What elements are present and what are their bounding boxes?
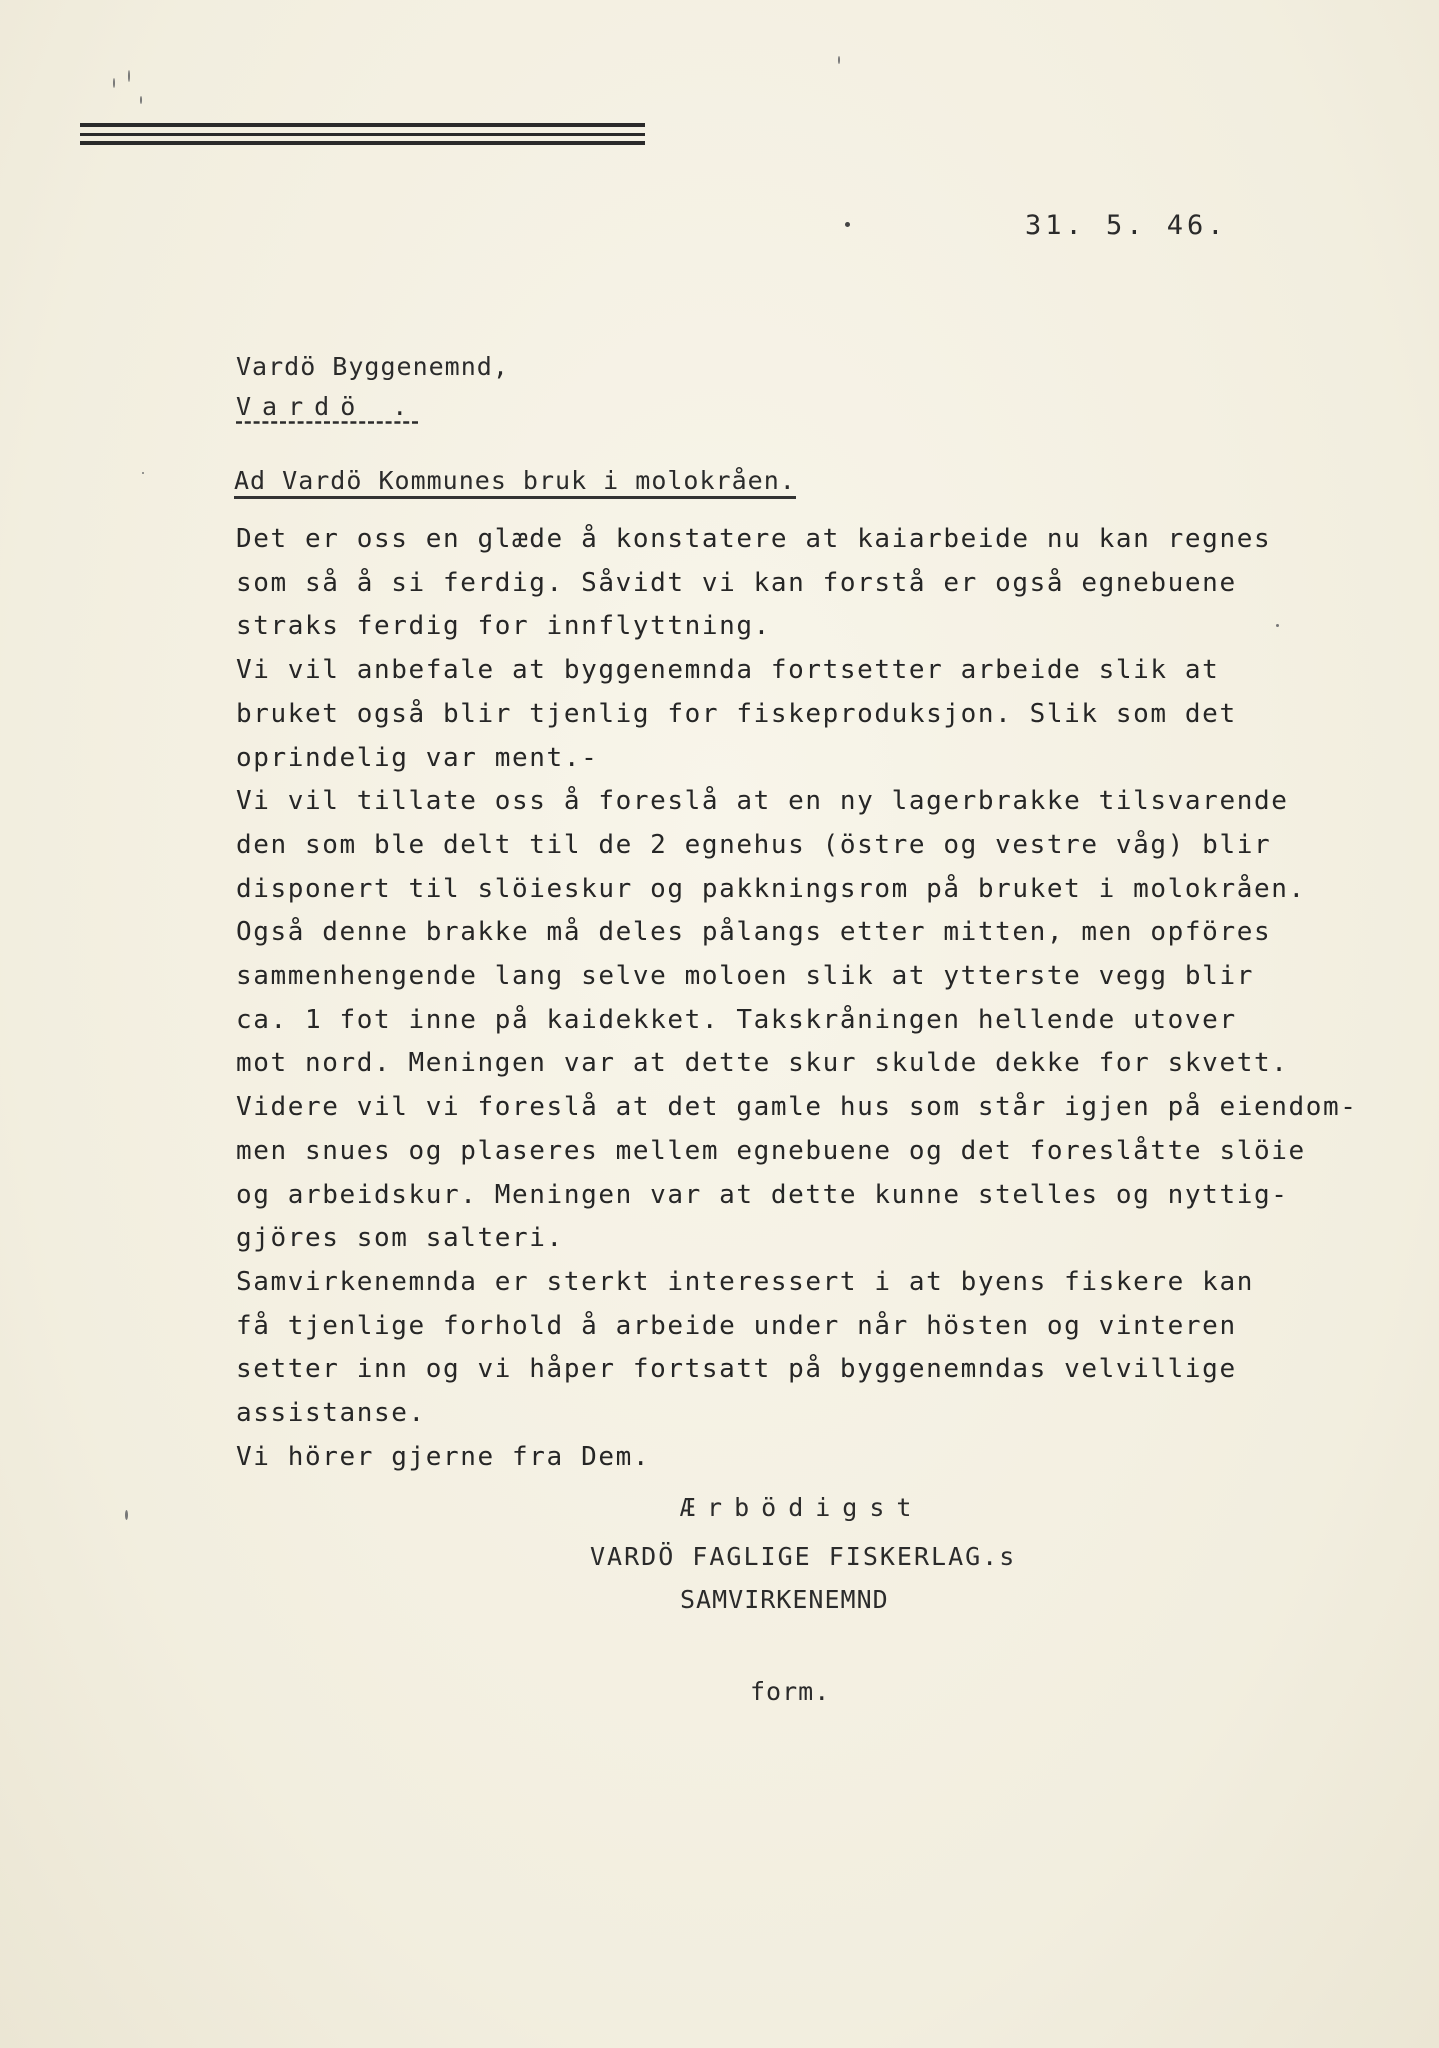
body-line: Vi vil tillate oss å foreslå at en ny lagerbrakke tilsvarende bbox=[236, 786, 1289, 817]
body-line: Det er oss en glæde å konstatere at kaiarbeide nu kan regnes bbox=[236, 524, 1272, 554]
recipient-place: Vardö . bbox=[236, 392, 419, 421]
body-line: ca. 1 fot inne på kaidekket. Takskråningen hellende utover bbox=[236, 1004, 1237, 1035]
body-line: assistanse. bbox=[236, 1398, 426, 1429]
closing-salutation: Ærbödigst bbox=[680, 1493, 924, 1522]
signature-organization: VARDÖ FAGLIGE FISKERLAG.s bbox=[590, 1542, 1017, 1571]
body-line: få tjenlige forhold å arbeide under når hösten og vinteren bbox=[236, 1310, 1237, 1341]
letter-body bbox=[236, 518, 1356, 1479]
ink-dot bbox=[845, 222, 850, 227]
body-line: bruket også blir tjenlig for fiskeproduksjon. Slik som det bbox=[236, 698, 1237, 729]
body-line: Vi hörer gjerne fra Dem. bbox=[236, 1441, 651, 1472]
body-line: den som ble delt til de 2 egnehus (östre og vestre våg) blir bbox=[236, 829, 1272, 860]
body-line: gjöres som salteri. bbox=[236, 1223, 564, 1254]
recipient-name: Vardö Byggenemnd, bbox=[236, 352, 509, 381]
body-line: Samvirkenemnda er sterkt interessert i at byens fiskere kan bbox=[236, 1266, 1254, 1297]
body-line: straks ferdig for innflyttning. bbox=[236, 611, 771, 642]
body-line: Vi vil anbefale at byggenemnda fortsetter arbeide slik at bbox=[236, 655, 1220, 686]
body-line: og arbeidskur. Meningen var at dette kunne stelles og nyttig- bbox=[236, 1179, 1289, 1210]
body-line: Videre vil vi foreslå at det gamle hus som står igjen på eiendom- bbox=[236, 1092, 1358, 1123]
body-line: som så å si ferdig. Såvidt vi kan forstå er også egnebuene bbox=[236, 567, 1237, 598]
header-rule bbox=[80, 141, 645, 145]
body-line: Også denne brakke må deles pålangs etter mitten, men opföres bbox=[236, 917, 1272, 948]
subject-line: Ad Vardö Kommunes bruk i molokråen. bbox=[234, 466, 796, 499]
body-line: men snues og plaseres mellem egnebuene og det foreslåtte slöie bbox=[236, 1135, 1306, 1166]
body-line: setter inn og vi håper fortsatt på byggenemndas velvillige bbox=[236, 1354, 1237, 1385]
header-rule bbox=[80, 123, 645, 127]
body-line: sammenhengende lang selve moloen slik at ytterste vegg blir bbox=[236, 961, 1254, 992]
body-line: oprindelig var ment.- bbox=[236, 742, 599, 773]
body-line: disponert til slöieskur og pakkningsrom på bruket i molokråen. bbox=[236, 873, 1306, 904]
signature-committee: SAMVIRKENEMND bbox=[680, 1585, 889, 1614]
signature-role: form. bbox=[750, 1677, 831, 1706]
header-rule bbox=[80, 133, 645, 136]
body-line: mot nord. Meningen var at dette skur skulde dekke for skvett. bbox=[236, 1048, 1289, 1079]
letter-date: 31. 5. 46. bbox=[1025, 210, 1228, 241]
